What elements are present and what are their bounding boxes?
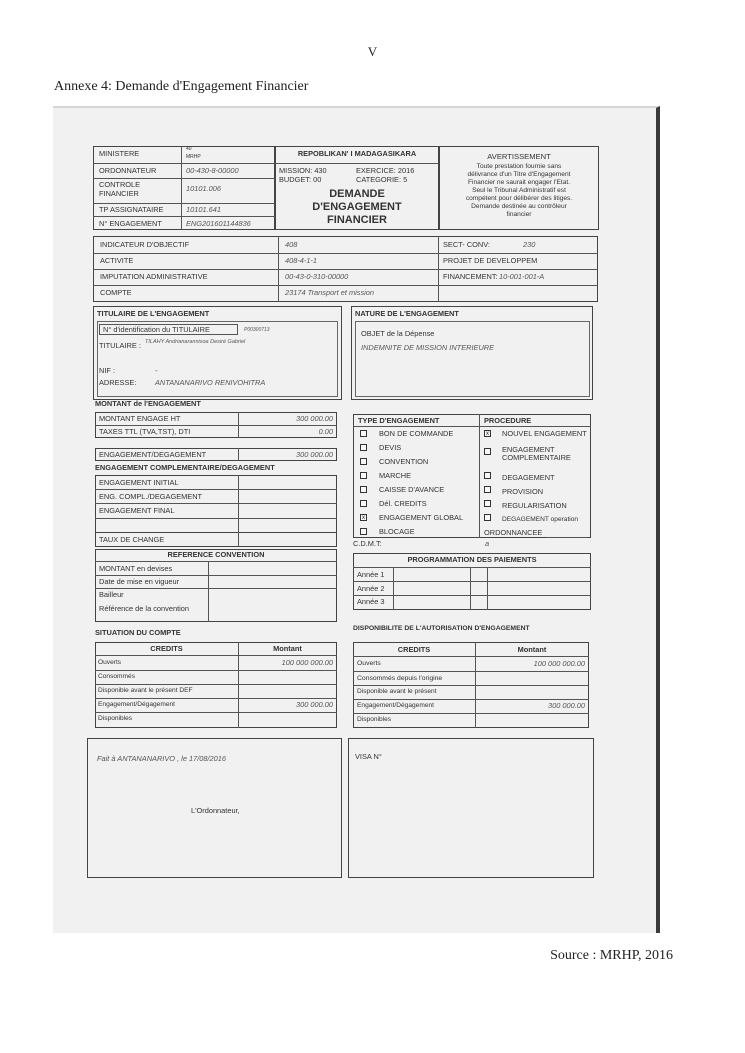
proc-ordonnancee: ORDONNANCEE [484, 528, 543, 537]
devises-label: MONTANT en devises [99, 564, 173, 573]
checkbox-engagement-global[interactable]: x [362, 515, 365, 521]
situation-row-label: Engagement/Dégagement [98, 701, 175, 708]
imputation-value: 00-43-0-310-00000 [285, 272, 349, 281]
disponibilite-row-label: Ouverts [357, 660, 381, 667]
montant-ht-label: MONTANT ENGAGE HT [99, 414, 181, 423]
budget-label: BUDGET: 00 [279, 175, 322, 184]
page-number: V [367, 44, 378, 59]
situation-row-value: 300 000.00 [296, 700, 333, 709]
checkbox-blocage[interactable] [360, 528, 367, 535]
eng-deg-label: ENGAGEMENT/DEGAGEMENT [99, 450, 207, 459]
checkbox-provision[interactable] [484, 486, 491, 493]
montant-title: MONTANT de l'ENGAGEMENT [95, 399, 201, 408]
type-bon-commande: BON DE COMMANDE [379, 429, 454, 438]
ministere-code: 40 [186, 146, 192, 152]
taxes-label: TAXES TTL (TVA,TST), DTI [99, 427, 191, 436]
annex-caption: Annexe 4: Demande d'Engagement Financier [54, 79, 309, 94]
type-blocage: BLOCAGE [379, 527, 415, 536]
indicateur-value: 408 [285, 240, 298, 249]
titulaire-name-value: TILAHY Andrianarannisoa Desiré Gabriel [145, 339, 246, 345]
avertissement-line-1: Toute prestation fournie sans [476, 163, 562, 170]
eng-compl-label: ENG. COMPL./DEGAGEMENT [99, 492, 203, 501]
nature-title: NATURE DE L'ENGAGEMENT [355, 309, 459, 318]
type-engagement-global: ENGAGEMENT GLOBAL [379, 513, 464, 522]
situation-col-credits: CREDITS [150, 644, 183, 653]
checkbox-devis[interactable] [360, 444, 367, 451]
checkbox-del-credits[interactable] [360, 500, 367, 507]
avertissement-line-2: délivrance d'un Titre d'Engagement [467, 171, 571, 178]
checkbox-degagement[interactable] [484, 472, 491, 479]
scanned-form [53, 106, 660, 933]
imputation-label: IMPUTATION ADMINISTRATIVE [100, 272, 208, 281]
objet-label: OBJET de la Dépense [361, 329, 435, 338]
type-del-credits: Dél. CREDITS [379, 499, 427, 508]
cdmt-value: a [485, 539, 490, 548]
ministere-label: MINISTERE [99, 149, 140, 158]
taxes-value: 0.00 [318, 427, 333, 436]
titulaire-name-label: TITULAIRE : [99, 341, 141, 350]
ordonnateur-value: 00-430-8-00000 [186, 166, 239, 175]
exercice-label: EXERCICE: 2016 [356, 166, 415, 175]
compte-label: COMPTE [100, 288, 132, 297]
disponibilite-col-credits: CREDITS [397, 645, 431, 654]
proc-degagement: DEGAGEMENT [502, 473, 555, 482]
disponibilite-row-label: Disponible avant le présent [357, 688, 437, 695]
fait-a-line: Fait à ANTANANARIVO , le 17/08/2016 [97, 754, 226, 763]
financement-label: FINANCEMENT: [443, 272, 498, 281]
adresse-value: ANTANANARIVO RENIVOHITRA [155, 378, 266, 387]
tp-value: 10101.641 [186, 205, 221, 214]
form-title-2: D'ENGAGEMENT [312, 201, 402, 213]
convention-title: REFERENCE CONVENTION [167, 550, 265, 559]
controle-label-1: CONTROLE [99, 180, 141, 189]
annee-1: Année 1 [357, 570, 385, 579]
form-title-3: FINANCIER [327, 214, 387, 226]
checkbox-nouvel-engagement[interactable]: x [486, 431, 489, 437]
adresse-label: ADRESSE: [99, 378, 137, 387]
situation-title: SITUATION DU COMPTE [95, 628, 181, 637]
disponibilite-row-label: Engagement/Dégagement [357, 702, 434, 709]
visa-label: VISA N° [355, 752, 382, 761]
disponibilite-title: DISPONIBILITE DE L'AUTORISATION D'ENGAGEMENT [353, 625, 530, 632]
disponibilite-row-value: 300 000.00 [548, 701, 585, 710]
cdmt-label: C.D.M.T: [353, 539, 382, 548]
situation-row-label: Consommés [98, 673, 136, 680]
ministere-value: MRHP [186, 154, 201, 160]
checkbox-convention[interactable] [360, 458, 367, 465]
mission-label: MISSION: 430 [279, 166, 327, 175]
type-caisse-avance: CAISSE D'AVANCE [379, 485, 445, 494]
bailleur-label: Bailleur [99, 590, 124, 599]
avertissement-line-6: Demande destinée au contrôleur [471, 203, 567, 210]
objet-value: INDEMNITE DE MISSION INTERIEURE [361, 343, 495, 352]
financement-value: 10-001-001-A [499, 272, 545, 281]
titulaire-title: TITULAIRE DE L'ENGAGEMENT [97, 309, 210, 318]
controle-value: 10101.006 [186, 184, 221, 193]
checkbox-regularisation[interactable] [484, 500, 491, 507]
procedure-title: PROCEDURE [484, 416, 532, 425]
situation-row-value: 100 000 000.00 [281, 658, 333, 667]
sect-conv-label: SECT- CONV: [443, 240, 490, 249]
visa-box [348, 738, 594, 878]
checkbox-bon-commande[interactable] [360, 430, 367, 437]
situation-row-label: Ouverts [98, 659, 122, 666]
type-title: TYPE D'ENGAGEMENT [358, 416, 440, 425]
engagement-number-label: N° ENGAGEMENT [99, 219, 162, 228]
programmation-title: PROGRAMMATION DES PAIEMENTS [407, 555, 537, 564]
form-title-1: DEMANDE [329, 188, 385, 200]
proc-regularisation: REGULARISATION [502, 501, 567, 510]
avertissement-line-4: Seul le Tribunal Administratif est [472, 187, 566, 194]
proc-provision: PROVISION [502, 487, 544, 496]
disponibilite-col-montant: Montant [517, 645, 547, 654]
date-vigueur-label: Date de mise en vigueur [99, 577, 180, 586]
annee-2: Année 2 [357, 584, 385, 593]
compte-value: 23174 Transport et mission [285, 288, 375, 297]
tp-label: TP ASSIGNATAIRE [99, 205, 164, 214]
nif-value: - [155, 366, 158, 375]
sect-conv-value: 230 [523, 240, 536, 249]
type-devis: DEVIS [379, 443, 402, 452]
situation-row-label: Disponibles [98, 715, 133, 722]
activite-value: 408-4-1-1 [285, 256, 318, 265]
indicateur-label: INDICATEUR D'OBJECTIF [100, 240, 190, 249]
complementaire-title: ENGAGEMENT COMPLEMENTAIRE/DEGAGEMENT [95, 463, 275, 472]
disponibilite-row-label: Consommés depuis l'origine [357, 675, 443, 682]
eng-final-label: ENGAGEMENT FINAL [99, 506, 175, 515]
reference-label: Référence de la convention [99, 604, 189, 613]
eng-initial-label: ENGAGEMENT INITIAL [99, 478, 179, 487]
projet-label: PROJET DE DEVELOPPEM [443, 256, 538, 265]
avertissement-line-5: compétent pour délibérer des litiges. [465, 195, 573, 202]
eng-deg-value: 300 000.00 [296, 450, 333, 459]
engagement-number-value: ENG201601144836 [186, 219, 251, 228]
checkbox-degag-operation[interactable] [484, 514, 491, 521]
controle-label-2: FINANCIER [99, 189, 139, 198]
proc-degag-operation: DEGAGEMENT operation [502, 516, 579, 523]
avertissement-title: AVERTISSEMENT [487, 152, 551, 161]
disponibilite-row-value: 100 000 000.00 [533, 659, 585, 668]
ordonnateur-label: ORDONNATEUR [99, 166, 157, 175]
taux-label: TAUX DE CHANGE [99, 535, 165, 544]
proc-eng-compl-2: COMPLEMENTAIRE [502, 453, 571, 462]
ordonnateur-signature-label: L'Ordonnateur, [191, 806, 240, 815]
source-note: Source : MRHP, 2016 [550, 948, 673, 963]
avertissement-line-3: Financier ne saurait engager l'Etat. [467, 179, 571, 186]
type-marche: MARCHE [379, 471, 412, 480]
checkbox-marche[interactable] [360, 472, 367, 479]
checkbox-eng-complementaire[interactable] [484, 448, 491, 455]
republic-label: REPOBLIKAN' I MADAGASIKARA [297, 149, 417, 158]
proc-eng-compl-1: ENGAGEMENT [502, 445, 555, 454]
checkbox-caisse-avance[interactable] [360, 486, 367, 493]
avertissement-line-7: financier [506, 211, 532, 218]
proc-nouvel-engagement: NOUVEL ENGAGEMENT [502, 429, 587, 438]
situation-col-montant: Montant [273, 644, 302, 653]
categorie-label: CATEGORIE: 5 [356, 175, 408, 184]
titulaire-id-value: P00300713 [244, 327, 270, 333]
activite-label: ACTIVITE [100, 256, 134, 265]
titulaire-id-label: N° d'identification du TITULAIRE [103, 325, 210, 334]
type-convention: CONVENTION [379, 457, 429, 466]
annee-3: Année 3 [357, 597, 385, 606]
montant-ht-value: 300 000.00 [296, 414, 333, 423]
disponibilite-row-label: Disponibles [357, 716, 392, 723]
nif-label: NIF : [99, 366, 116, 375]
situation-row-label: Disponible avant le présent DEF [98, 687, 193, 694]
